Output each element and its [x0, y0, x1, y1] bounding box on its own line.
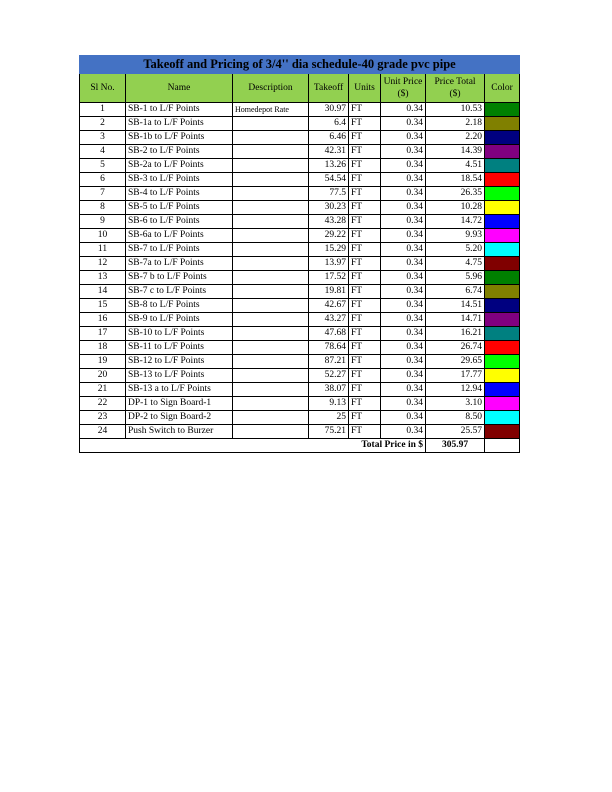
cell-unit-price: 0.34: [381, 425, 426, 439]
color-swatch: [485, 313, 519, 326]
cell-unit-price: 0.34: [381, 271, 426, 285]
cell-name: SB-1a to L/F Points: [126, 117, 233, 131]
color-swatch: [485, 327, 519, 340]
cell-takeoff: 43.28: [309, 215, 349, 229]
cell-sl-no: 24: [80, 425, 126, 439]
cell-name: SB-13 a to L/F Points: [126, 383, 233, 397]
cell-unit-price: 0.34: [381, 187, 426, 201]
cell-unit-price: 0.34: [381, 229, 426, 243]
color-swatch: [485, 215, 519, 228]
cell-takeoff: 6.46: [309, 131, 349, 145]
cell-color: [485, 103, 520, 117]
total-color-cell: [485, 439, 520, 453]
cell-price-total: 4.51: [426, 159, 485, 173]
cell-sl-no: 13: [80, 271, 126, 285]
cell-price-total: 2.20: [426, 131, 485, 145]
cell-name: SB-7 c to L/F Points: [126, 285, 233, 299]
cell-description: [233, 313, 309, 327]
table-row: [80, 271, 520, 285]
table-body: [80, 103, 520, 439]
cell-unit-price: 0.34: [381, 313, 426, 327]
cell-color: [485, 229, 520, 243]
cell-color: [485, 117, 520, 131]
cell-sl-no: 23: [80, 411, 126, 425]
cell-units: FT: [349, 285, 381, 299]
table-row: [80, 173, 520, 187]
cell-name: SB-3 to L/F Points: [126, 173, 233, 187]
cell-price-total: 14.71: [426, 313, 485, 327]
cell-units: FT: [349, 411, 381, 425]
cell-sl-no: 11: [80, 243, 126, 257]
cell-units: FT: [349, 369, 381, 383]
cell-units: FT: [349, 271, 381, 285]
cell-unit-price: 0.34: [381, 243, 426, 257]
color-swatch: [485, 355, 519, 368]
cell-price-total: 29.65: [426, 355, 485, 369]
cell-sl-no: 21: [80, 383, 126, 397]
cell-sl-no: 22: [80, 397, 126, 411]
cell-sl-no: 14: [80, 285, 126, 299]
color-swatch: [485, 201, 519, 214]
cell-name: SB-11 to L/F Points: [126, 341, 233, 355]
cell-takeoff: 78.64: [309, 341, 349, 355]
cell-name: SB-2a to L/F Points: [126, 159, 233, 173]
cell-takeoff: 52.27: [309, 369, 349, 383]
cell-price-total: 14.72: [426, 215, 485, 229]
cell-name: SB-7 b to L/F Points: [126, 271, 233, 285]
cell-takeoff: 15.29: [309, 243, 349, 257]
cell-sl-no: 8: [80, 201, 126, 215]
cell-color: [485, 313, 520, 327]
cell-description: [233, 117, 309, 131]
header-sl-no: Sl No.: [80, 74, 126, 103]
cell-description: [233, 299, 309, 313]
cell-unit-price: 0.34: [381, 299, 426, 313]
cell-description: [233, 383, 309, 397]
cell-price-total: 17.77: [426, 369, 485, 383]
cell-takeoff: 19.81: [309, 285, 349, 299]
cell-name: SB-6a to L/F Points: [126, 229, 233, 243]
cell-description: [233, 173, 309, 187]
header-units: Units: [349, 74, 381, 103]
cell-name: DP-2 to Sign Board-2: [126, 411, 233, 425]
cell-color: [485, 271, 520, 285]
cell-price-total: 14.39: [426, 145, 485, 159]
color-swatch: [485, 299, 519, 312]
cell-takeoff: 77.5: [309, 187, 349, 201]
cell-units: FT: [349, 341, 381, 355]
cell-name: SB-8 to L/F Points: [126, 299, 233, 313]
cell-description: [233, 229, 309, 243]
cell-price-total: 5.20: [426, 243, 485, 257]
cell-color: [485, 355, 520, 369]
cell-units: FT: [349, 145, 381, 159]
cell-units: FT: [349, 313, 381, 327]
cell-description: [233, 397, 309, 411]
table-row: [80, 145, 520, 159]
cell-sl-no: 20: [80, 369, 126, 383]
cell-unit-price: 0.34: [381, 215, 426, 229]
color-swatch: [485, 383, 519, 396]
cell-description: [233, 285, 309, 299]
cell-takeoff: 87.21: [309, 355, 349, 369]
cell-color: [485, 327, 520, 341]
cell-takeoff: 75.21: [309, 425, 349, 439]
cell-color: [485, 173, 520, 187]
cell-description: [233, 327, 309, 341]
cell-takeoff: 25: [309, 411, 349, 425]
total-value: 305.97: [426, 439, 485, 453]
cell-sl-no: 7: [80, 187, 126, 201]
cell-name: SB-7a to L/F Points: [126, 257, 233, 271]
cell-color: [485, 145, 520, 159]
cell-units: FT: [349, 425, 381, 439]
color-swatch: [485, 257, 519, 270]
cell-sl-no: 4: [80, 145, 126, 159]
cell-description: [233, 341, 309, 355]
cell-unit-price: 0.34: [381, 369, 426, 383]
cell-name: SB-4 to L/F Points: [126, 187, 233, 201]
cell-description: [233, 243, 309, 257]
cell-sl-no: 6: [80, 173, 126, 187]
cell-units: FT: [349, 201, 381, 215]
cell-color: [485, 257, 520, 271]
cell-units: FT: [349, 187, 381, 201]
cell-price-total: 10.28: [426, 201, 485, 215]
cell-color: [485, 187, 520, 201]
cell-color: [485, 299, 520, 313]
cell-takeoff: 17.52: [309, 271, 349, 285]
cell-unit-price: 0.34: [381, 201, 426, 215]
cell-unit-price: 0.34: [381, 173, 426, 187]
sheet-title: Takeoff and Pricing of 3/4'' dia schedule-40 grade pvc pipe: [80, 56, 520, 74]
table-row: [80, 117, 520, 131]
cell-sl-no: 3: [80, 131, 126, 145]
cell-color: [485, 341, 520, 355]
cell-unit-price: 0.34: [381, 159, 426, 173]
color-swatch: [485, 369, 519, 382]
cell-takeoff: 43.27: [309, 313, 349, 327]
color-swatch: [485, 243, 519, 256]
cell-sl-no: 17: [80, 327, 126, 341]
cell-units: FT: [349, 355, 381, 369]
cell-description: [233, 355, 309, 369]
cell-description: [233, 257, 309, 271]
cell-color: [485, 285, 520, 299]
cell-unit-price: 0.34: [381, 355, 426, 369]
cell-name: SB-7 to L/F Points: [126, 243, 233, 257]
cell-units: FT: [349, 243, 381, 257]
table-row: [80, 299, 520, 313]
table-row: [80, 159, 520, 173]
cell-description: [233, 201, 309, 215]
color-swatch: [485, 145, 519, 158]
table-row: [80, 215, 520, 229]
cell-description: Homedepot Rate: [233, 103, 309, 117]
cell-price-total: 26.35: [426, 187, 485, 201]
table-row: [80, 369, 520, 383]
cell-color: [485, 369, 520, 383]
cell-description: [233, 369, 309, 383]
header-takeoff: Takeoff: [309, 74, 349, 103]
table-row: [80, 187, 520, 201]
cell-price-total: 2.18: [426, 117, 485, 131]
cell-units: FT: [349, 117, 381, 131]
color-swatch: [485, 229, 519, 242]
cell-color: [485, 243, 520, 257]
cell-unit-price: 0.34: [381, 383, 426, 397]
cell-units: FT: [349, 131, 381, 145]
cell-description: [233, 145, 309, 159]
color-swatch: [485, 131, 519, 144]
cell-takeoff: 42.31: [309, 145, 349, 159]
cell-color: [485, 131, 520, 145]
cell-description: [233, 271, 309, 285]
cell-price-total: 25.57: [426, 425, 485, 439]
table-row: [80, 103, 520, 117]
cell-price-total: 9.93: [426, 229, 485, 243]
cell-unit-price: 0.34: [381, 411, 426, 425]
color-swatch: [485, 103, 519, 116]
cell-price-total: 26.74: [426, 341, 485, 355]
cell-price-total: 12.94: [426, 383, 485, 397]
cell-units: FT: [349, 383, 381, 397]
cell-sl-no: 1: [80, 103, 126, 117]
cell-units: FT: [349, 229, 381, 243]
cell-price-total: 4.75: [426, 257, 485, 271]
cell-name: SB-10 to L/F Points: [126, 327, 233, 341]
color-swatch: [485, 173, 519, 186]
table-row: [80, 411, 520, 425]
color-swatch: [485, 271, 519, 284]
cell-units: FT: [349, 173, 381, 187]
total-label: Total Price in $: [80, 439, 426, 453]
color-swatch: [485, 411, 519, 424]
cell-description: [233, 131, 309, 145]
cell-price-total: 10.53: [426, 103, 485, 117]
color-swatch: [485, 117, 519, 130]
cell-sl-no: 2: [80, 117, 126, 131]
cell-name: SB-12 to L/F Points: [126, 355, 233, 369]
cell-sl-no: 9: [80, 215, 126, 229]
header-description: Description: [233, 74, 309, 103]
table-row: [80, 397, 520, 411]
cell-unit-price: 0.34: [381, 257, 426, 271]
table-row: [80, 341, 520, 355]
cell-description: [233, 215, 309, 229]
table-row: [80, 285, 520, 299]
cell-takeoff: 29.22: [309, 229, 349, 243]
color-swatch: [485, 187, 519, 200]
cell-name: SB-1 to L/F Points: [126, 103, 233, 117]
cell-sl-no: 19: [80, 355, 126, 369]
cell-unit-price: 0.34: [381, 285, 426, 299]
cell-color: [485, 159, 520, 173]
cell-color: [485, 425, 520, 439]
color-swatch: [485, 341, 519, 354]
cell-price-total: 14.51: [426, 299, 485, 313]
table-row: [80, 355, 520, 369]
cell-name: SB-6 to L/F Points: [126, 215, 233, 229]
cell-name: SB-1b to L/F Points: [126, 131, 233, 145]
cell-name: SB-5 to L/F Points: [126, 201, 233, 215]
table-row: [80, 201, 520, 215]
cell-sl-no: 18: [80, 341, 126, 355]
cell-price-total: 5.96: [426, 271, 485, 285]
cell-units: FT: [349, 397, 381, 411]
cell-color: [485, 201, 520, 215]
cell-unit-price: 0.34: [381, 117, 426, 131]
cell-unit-price: 0.34: [381, 145, 426, 159]
cell-takeoff: 9.13: [309, 397, 349, 411]
cell-takeoff: 13.97: [309, 257, 349, 271]
cell-units: FT: [349, 299, 381, 313]
cell-color: [485, 411, 520, 425]
cell-name: SB-9 to L/F Points: [126, 313, 233, 327]
cell-color: [485, 383, 520, 397]
table-row: [80, 327, 520, 341]
header-row: [80, 74, 520, 103]
cell-sl-no: 15: [80, 299, 126, 313]
cell-price-total: 18.54: [426, 173, 485, 187]
cell-sl-no: 12: [80, 257, 126, 271]
header-name: Name: [126, 74, 233, 103]
takeoff-pricing-table: [79, 55, 520, 453]
cell-unit-price: 0.34: [381, 397, 426, 411]
color-swatch: [485, 425, 519, 438]
cell-takeoff: 42.67: [309, 299, 349, 313]
header-price-total: Price Total ($): [426, 74, 485, 103]
cell-price-total: 16.21: [426, 327, 485, 341]
table-row: [80, 257, 520, 271]
cell-description: [233, 187, 309, 201]
cell-takeoff: 38.07: [309, 383, 349, 397]
cell-takeoff: 13.26: [309, 159, 349, 173]
cell-unit-price: 0.34: [381, 103, 426, 117]
cell-unit-price: 0.34: [381, 341, 426, 355]
table-row: [80, 383, 520, 397]
cell-sl-no: 5: [80, 159, 126, 173]
cell-takeoff: 47.68: [309, 327, 349, 341]
color-swatch: [485, 397, 519, 410]
cell-color: [485, 397, 520, 411]
cell-description: [233, 159, 309, 173]
table-row: [80, 229, 520, 243]
cell-description: [233, 425, 309, 439]
table-row: [80, 243, 520, 257]
cell-takeoff: 54.54: [309, 173, 349, 187]
table-row: [80, 131, 520, 145]
color-swatch: [485, 159, 519, 172]
header-color: Color: [485, 74, 520, 103]
cell-units: FT: [349, 215, 381, 229]
cell-name: Push Switch to Burzer: [126, 425, 233, 439]
color-swatch: [485, 285, 519, 298]
cell-sl-no: 16: [80, 313, 126, 327]
cell-description: [233, 411, 309, 425]
cell-takeoff: 30.23: [309, 201, 349, 215]
cell-price-total: 3.10: [426, 397, 485, 411]
table-row: [80, 425, 520, 439]
cell-price-total: 6.74: [426, 285, 485, 299]
cell-price-total: 8.50: [426, 411, 485, 425]
cell-units: FT: [349, 327, 381, 341]
cell-name: SB-13 to L/F Points: [126, 369, 233, 383]
cell-name: DP-1 to Sign Board-1: [126, 397, 233, 411]
cell-units: FT: [349, 159, 381, 173]
cell-name: SB-2 to L/F Points: [126, 145, 233, 159]
cell-unit-price: 0.34: [381, 327, 426, 341]
cell-takeoff: 6.4: [309, 117, 349, 131]
cell-sl-no: 10: [80, 229, 126, 243]
table-row: [80, 313, 520, 327]
cell-units: FT: [349, 103, 381, 117]
cell-takeoff: 30.97: [309, 103, 349, 117]
cell-units: FT: [349, 257, 381, 271]
cell-unit-price: 0.34: [381, 131, 426, 145]
total-row: [80, 439, 520, 453]
cell-color: [485, 215, 520, 229]
header-unit-price: Unit Price ($): [381, 74, 426, 103]
title-row: [80, 56, 520, 74]
